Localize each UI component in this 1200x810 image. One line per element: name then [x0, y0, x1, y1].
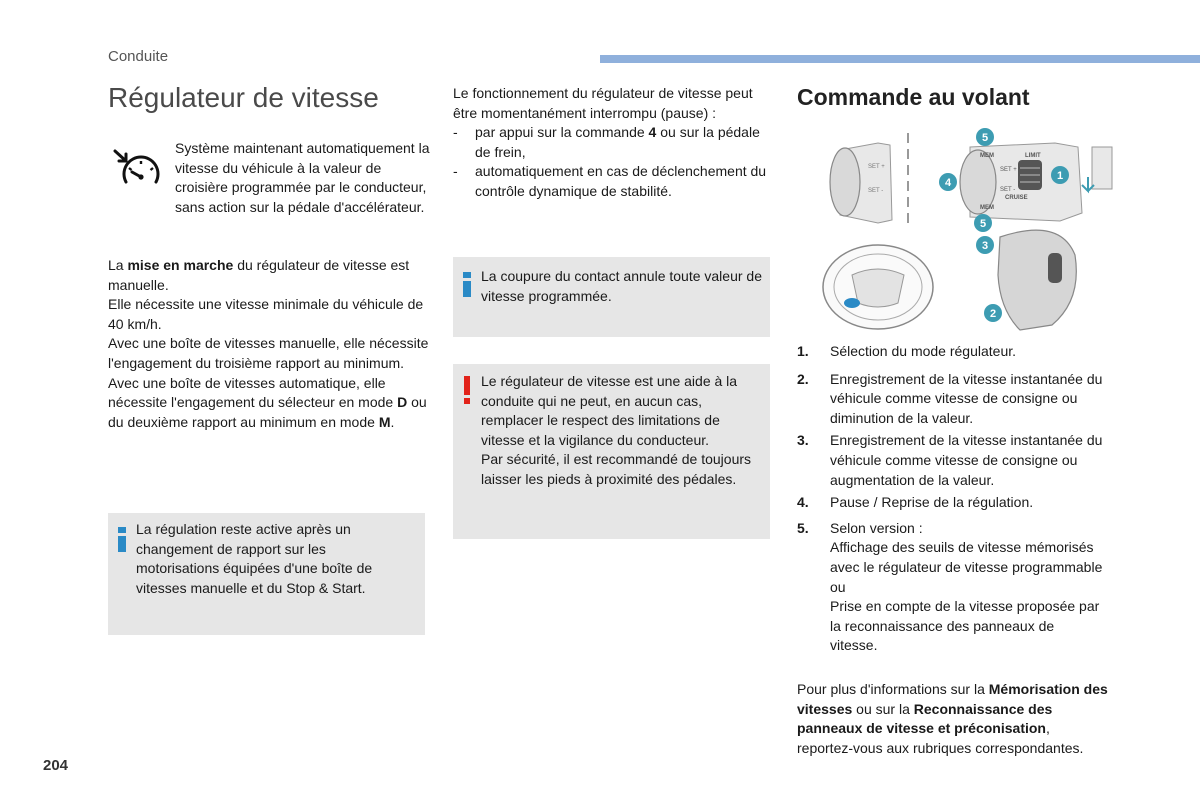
list-item: - automatiquement en cas de déclenchement du contrôle dynamique de stabilité. — [453, 163, 767, 199]
button-3 — [1048, 253, 1062, 283]
info-box-text: La régulation reste active après un changement de rapport sur les motorisations équipées d'une boîte de vitesses manuelle et du Stop & Start. — [136, 521, 373, 596]
stalk-end-left — [830, 148, 860, 216]
badge-3 — [976, 236, 994, 254]
highlighted-stalk — [844, 298, 860, 308]
legend-item: 4. Pause / Reprise de la régulation. — [797, 494, 1034, 511]
svg-text:1: 1 — [1056, 170, 1064, 182]
page-title: Régulateur de vitesse — [108, 82, 379, 113]
label-set-plus: SET + — [1000, 167, 1017, 173]
info-box-ignition — [453, 257, 770, 337]
label-set-minus-left: SET - — [868, 188, 884, 194]
badge-4 — [939, 173, 957, 191]
warning-icon — [463, 376, 471, 404]
paragraph-automatic-gearbox: Avec une boîte de vitesses automatique, elle nécessite l'engagement du sélecteur en mode D ou du deuxième rapport au minimum en mode M. — [108, 374, 427, 430]
svg-text:3: 3 — [981, 240, 989, 252]
info-icon — [118, 527, 126, 552]
badge-1 — [1051, 166, 1069, 184]
svg-text:2: 2 — [989, 308, 997, 320]
badge-2 — [984, 304, 1002, 322]
paragraph-manual-gearbox: Avec une boîte de vitesses manuelle, elle nécessite l'engagement du troisième rapport au minimum. — [108, 335, 429, 371]
warning-box-text: Le régulateur de vitesse est une aide à la conduite qui ne peut, en aucun cas, remplacer le respect des limitations de vitesse et la vigilance du conducteur. Par sécurité, il est recommandé de toujours laisser les pieds à proximité des pédales. — [481, 373, 752, 487]
svg-text:5: 5 — [979, 218, 987, 230]
legend — [797, 342, 1105, 659]
steering-control-illustration — [820, 125, 1120, 335]
middle-column-text — [453, 84, 771, 202]
legend-item: 1. Sélection du mode régulateur. — [797, 343, 1017, 359]
info-box-stop-start — [108, 513, 425, 635]
badge-5-top — [976, 128, 994, 146]
info-box-text: La coupure du contact annule toute valeur de vitesse programmée. — [481, 268, 762, 304]
info-icon — [463, 272, 471, 297]
page-number: 204 — [43, 757, 69, 774]
pause-conditions-list — [453, 123, 771, 201]
intro-description: Système maintenant automatiquement la vitesse du véhicule à la valeur de croisière programmée par le conducteur, sans action sur la pédale d'accélérateur. — [175, 140, 430, 215]
section-heading: Commande au volant — [797, 84, 1030, 110]
cruise-control-icon — [112, 148, 164, 192]
legend-item: 2. Enregistrement de la vitesse instantanée du véhicule comme vitesse de consigne ou diminution de la valeur. — [797, 370, 1103, 426]
label-mem-bottom: MEM — [980, 205, 994, 211]
badge-5-bottom — [974, 214, 992, 232]
label-limit: LIMIT — [1025, 153, 1041, 159]
section-color-bar — [600, 55, 1200, 63]
svg-text:5: 5 — [981, 132, 989, 144]
section-label: Conduite — [108, 48, 169, 65]
paragraph-activation: La mise en marche du régulateur de vitesse est manuelle. — [108, 257, 410, 293]
svg-text:4: 4 — [944, 177, 952, 189]
list-item: - par appui sur la commande 4 ou sur la pédale de frein, — [453, 124, 760, 160]
legend-item: 3. Enregistrement de la vitesse instantanée du véhicule comme vitesse de consigne ou augmentation de la valeur. — [797, 432, 1103, 488]
paragraph-minimum-speed: Elle nécessite une vitesse minimale du véhicule de 40 km/h. — [108, 296, 424, 332]
label-cruise: CRUISE — [1005, 195, 1028, 201]
left-column-text — [108, 256, 430, 432]
pause-intro: Le fonctionnement du régulateur de vitesse peut être momentanément interrompu (pause) : — [453, 85, 753, 121]
warning-box — [453, 364, 770, 539]
cross-reference-paragraph: Pour plus d'informations sur la Mémorisation des vitesses ou sur la Reconnaissance des panneaux de vitesse et préconisation, reportez-vous aux rubriques correspondantes. — [797, 681, 1108, 756]
label-set-minus: SET - — [1000, 187, 1016, 193]
legend-item: 5. Selon version : Affichage des seuils de vitesse mémorisés avec le régulateur de vitesse programmable ou Prise en compte de la vitesse proposée par la reconnaissance des panneaux de vitesse. — [797, 519, 1103, 654]
stalk-back-view — [998, 230, 1076, 330]
label-set-plus-left: SET + — [868, 164, 885, 170]
label-mem-top: MEM — [980, 153, 994, 159]
